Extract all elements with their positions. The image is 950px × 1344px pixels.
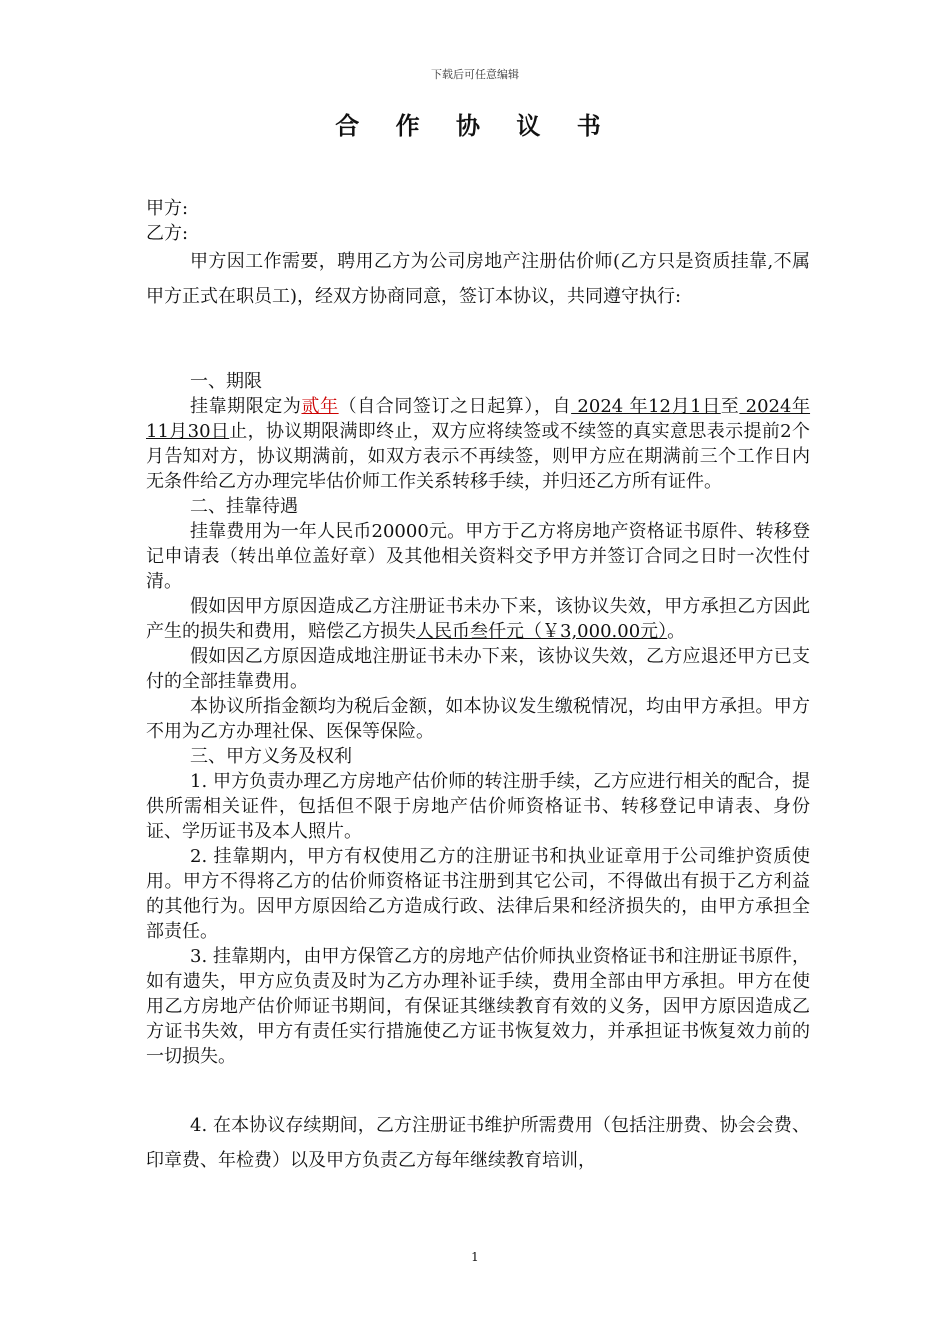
compensation-text-b: 。	[667, 621, 686, 642]
section2-paragraph-tax: 本协议所指金额均为税后金额，如本协议发生缴税情况，均由甲方承担。甲方不用为乙方办理社保、医保等保险。	[146, 696, 810, 742]
section3-item: 3. 挂靠期内，由甲方保管乙方的房地产估价师执业资格证书和注册证书原件，如有遗失，甲方应负责及时为乙方办理补证手续，费用全部由甲方承担。甲方在使用乙方房地产估价师证书期间，有保证其继续教育有效的义务，因甲方原因造成乙方证书失效，甲方有责任实行措施使乙方证书恢复效力，并承担证书恢复效力前的一切损失。	[146, 946, 810, 1067]
main-body	[146, 369, 810, 1069]
section3-item: 1. 甲方负责办理乙方房地产估价师的转注册手续，乙方应进行相关的配合，提供所需相关证件，包括但不限于房地产估价师资格证书、转移登记申请表、身份证、学历证书及本人照片。	[146, 771, 810, 842]
section3-heading: 三、甲方义务及权利	[190, 746, 352, 767]
section1-text-a: 挂靠期限定为	[190, 396, 302, 417]
section3-item: 2. 挂靠期内，甲方有权使用乙方的注册证书和执业证章用于公司维护资质使用。甲方不得将乙方的估价师资格证书注册到其它公司，不得做出有损于乙方利益的其他行为。因甲方原因给乙方造成行政、法律后果和经济损失的，由甲方承担全部责任。	[146, 846, 810, 942]
compensation-text-a: 假如因甲方原因造成乙方注册证书未办下来，该协议失效，甲方承担乙方因此产生的损失和费用，赔偿乙方损失	[146, 596, 810, 642]
intro-text: 甲方因工作需要，聘用乙方为公司房地产注册估价师(乙方只是资质挂靠,不属甲方正式在职员工)，经双方协商同意，签订本协议，共同遵守执行:	[146, 251, 810, 307]
section2-heading: 二、挂靠待遇	[190, 496, 298, 517]
section1-text-d: 止，协议期限满即终止，双方应将续签或不续签的真实意思表示提前2个月告知对方，协议期满前，如双方表示不再续签，则甲方应在期满前三个工作日内无条件给乙方办理完毕估价师工作关系转移手续，并归还乙方所有证件。	[146, 421, 810, 492]
section1-text-b: （自合同签订之日起算），自	[338, 396, 572, 417]
section2-paragraph-compensation	[146, 594, 810, 644]
compensation-amount: 人民币叁仟元（￥3,000.00元）	[416, 621, 668, 642]
section1-paragraph	[146, 394, 810, 494]
page-number: 1	[471, 1250, 479, 1264]
section1-heading: 一、期限	[190, 371, 262, 392]
term-length: 贰年	[301, 396, 339, 417]
document-title: 合 作 协 议 书	[335, 111, 615, 140]
section3-item: 4. 在本协议存续期间，乙方注册证书维护所需费用（包括注册费、协会会费、印章费、年检费）以及甲方负责乙方每年继续教育培训，	[146, 1115, 810, 1171]
party-block	[146, 196, 810, 246]
party-b-label: 乙方:	[146, 223, 189, 244]
section2-paragraph-refund: 假如因乙方原因造成地注册证书未办下来，该协议失效，乙方应退还甲方已支付的全部挂靠费用。	[146, 646, 810, 692]
section2-paragraph-fee: 挂靠费用为一年人民币20000元。甲方于乙方将房地产资格证书原件、转移登记申请表（转出单位盖好章）及其他相关资料交予甲方并签订合同之日时一次性付清。	[146, 521, 810, 592]
header-note: 下载后可任意编辑	[431, 68, 519, 81]
section1-text-c: 至	[720, 396, 740, 417]
intro-paragraph	[146, 244, 810, 314]
party-a-label: 甲方:	[146, 198, 189, 219]
start-date: 2024 年12月1日	[571, 396, 721, 417]
end-date: 2024年11月30日	[146, 396, 811, 442]
section3-item-4-block	[146, 1108, 810, 1178]
